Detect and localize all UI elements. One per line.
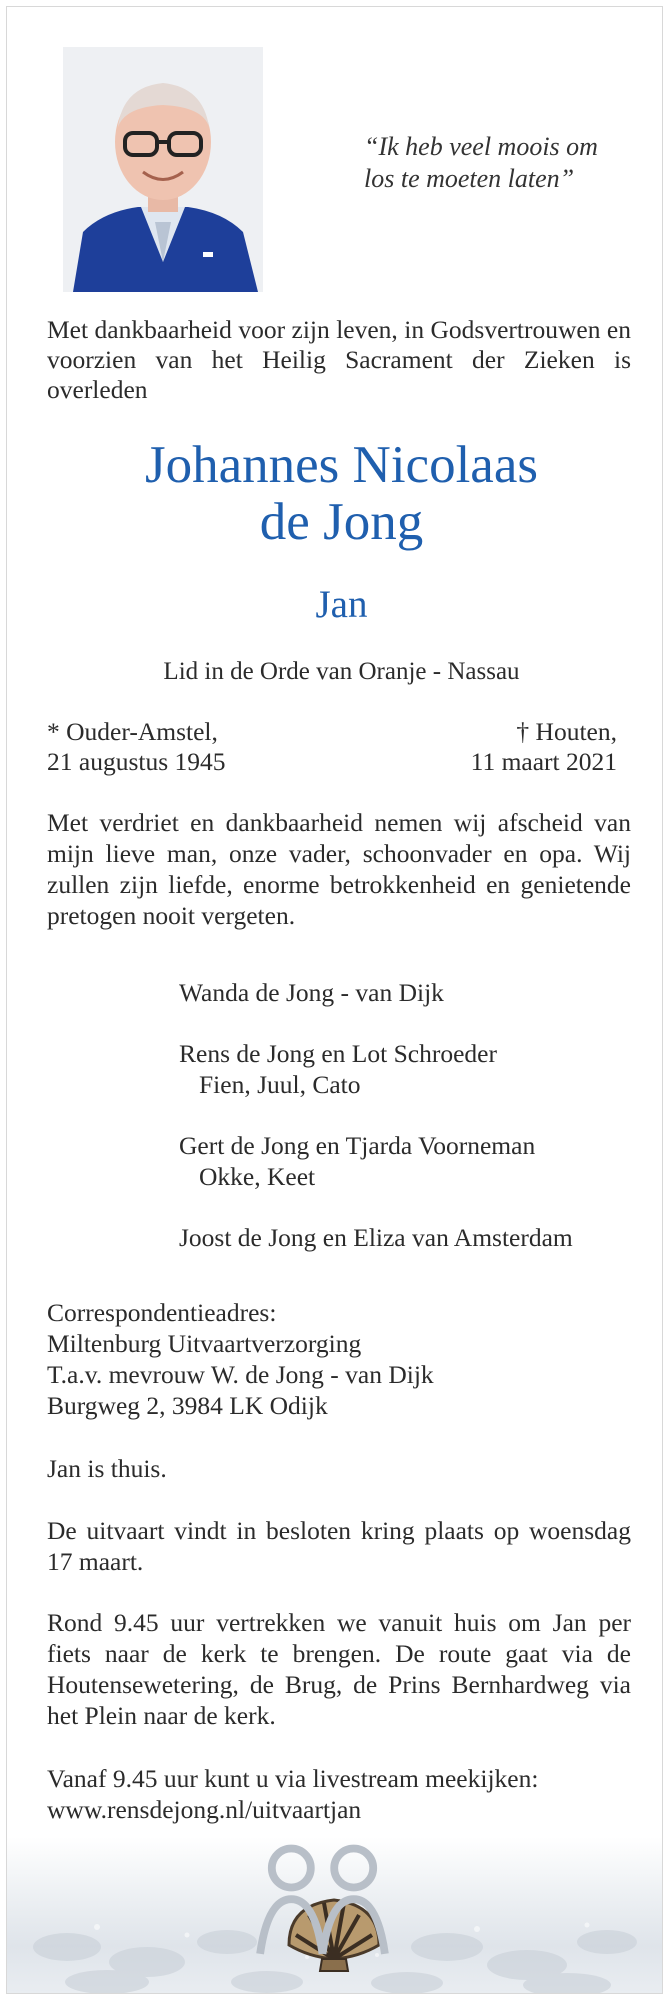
correspondence-line: T.a.v. mevrouw W. de Jong - van Dijk	[47, 1360, 434, 1389]
death-date: 11 maart 2021	[470, 747, 617, 776]
quote	[364, 131, 654, 195]
correspondence-label: Correspondentieadres:	[47, 1298, 277, 1327]
death-info	[317, 717, 617, 777]
quote-line-1: “Ik heb veel moois om	[364, 132, 598, 161]
portrait-illustration	[63, 47, 263, 292]
family-member: Rens de Jong en Lot Schroeder	[179, 1039, 497, 1068]
order-membership: Lid in de Orde van Oranje - Nassau	[163, 658, 520, 685]
family-group	[179, 1130, 639, 1192]
correspondence-line: Burgweg 2, 3984 LK Odijk	[47, 1391, 328, 1420]
livestream-url[interactable]: www.rensdejong.nl/uitvaartjan	[47, 1795, 362, 1824]
family-member: Wanda de Jong - van Dijk	[179, 978, 444, 1007]
name-line-2: de Jong	[259, 493, 424, 551]
family-children: Okke, Keet	[199, 1162, 316, 1191]
farewell-message: Met verdriet en dankbaarheid nemen wij afscheid van mijn lieve man, onze vader, schoonvader en opa. Wij zullen zijn liefde, enorme betrokkenheid en genietende pretogen nooit vergeten.	[47, 808, 631, 930]
route-notice: Rond 9.45 uur vertrekken we vanuit huis om Jan per fiets naar de kerk te brengen. De route gaat via de Houtensewetering, de Brug, de Prins Bernhardweg via het Plein naar de kerk.	[47, 1608, 631, 1730]
people-logo-icon	[7, 1837, 650, 1985]
portrait-photo	[63, 47, 263, 292]
family-group	[179, 977, 639, 1008]
family-member: Joost de Jong en Eliza van Amsterdam	[179, 1223, 573, 1252]
correspondence-address	[47, 1297, 631, 1421]
correspondence-line: Miltenburg Uitvaartverzorging	[47, 1329, 362, 1358]
family-member: Gert de Jong en Tjarda Voorneman	[179, 1131, 536, 1160]
quote-line-2: los te moeten laten”	[364, 164, 575, 193]
livestream-text: Vanaf 9.45 uur kunt u via livestream meekijken:	[47, 1764, 539, 1793]
death-place: † Houten,	[516, 717, 617, 746]
birth-info	[47, 717, 347, 777]
intro-text: Met dankbaarheid voor zijn leven, in Godsvertrouwen en voorzien van het Heilig Sacrament der Zieken is overleden	[47, 315, 631, 404]
family-children: Fien, Juul, Cato	[199, 1070, 361, 1099]
obituary-card	[6, 6, 663, 1994]
family-group	[179, 1038, 639, 1100]
livestream-notice	[47, 1763, 631, 1825]
family-list	[179, 977, 639, 1283]
birth-date: 21 augustus 1945	[47, 747, 226, 776]
funeral-notice: De uitvaart vindt in besloten kring plaats op woensdag 17 maart.	[47, 1516, 631, 1576]
birth-place: * Ouder-Amstel,	[47, 717, 218, 746]
nickname: Jan	[315, 583, 368, 626]
home-notice: Jan is thuis.	[47, 1454, 167, 1483]
deceased-name	[7, 437, 663, 551]
scallop-shell-cobblestones	[7, 1837, 662, 1993]
name-line-1: Johannes Nicolaas	[145, 436, 538, 494]
family-group	[179, 1222, 639, 1253]
